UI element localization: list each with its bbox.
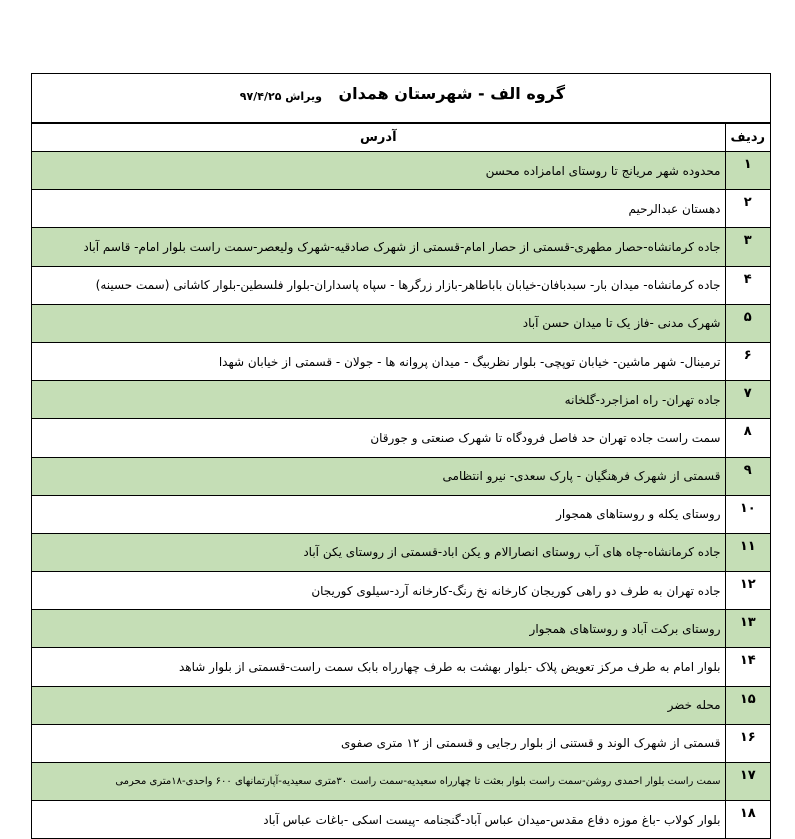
row-address: روستای یکله و روستاهای همجوار [32, 495, 725, 533]
row-address: بلوار امام به طرف مرکز تعویض پلاک -بلوار بهشت به طرف چهارراه بابک سمت راست-قسمتی از بلوار شاهد [32, 648, 725, 686]
table-row [32, 686, 770, 724]
row-number: ۸ [725, 419, 770, 457]
edition-date: ویراش ۹۷/۴/۲۵ [239, 90, 322, 103]
row-number: ۳ [725, 228, 770, 266]
row-address: جاده کرمانشاه-حصار مطهری-قسمتی از حصار امام-قسمتی از شهرک صادقیه-شهرک ولیعصر-سمت راست بلوار امام- قاسم آباد [32, 228, 725, 266]
row-number: ۱۸ [725, 801, 770, 839]
row-number: ۱۱ [725, 533, 770, 571]
table-row [32, 457, 770, 495]
page-title: گروه الف - شهرستان همدان [338, 84, 565, 103]
table-row [32, 342, 770, 380]
row-address: ترمینال- شهر ماشین- خیابان توپچی- بلوار نظربیگ - میدان پروانه ها - جولان - قسمتی از خیابان شهدا [32, 342, 725, 380]
row-number: ۱۰ [725, 495, 770, 533]
row-address: قسمتی از شهرک فرهنگیان - پارک سعدی- نیرو انتظامی [32, 457, 725, 495]
table-row [32, 801, 770, 839]
table-row [32, 610, 770, 648]
row-address: جاده تهران- راه امزاجرد-گلخانه [32, 381, 725, 419]
row-address: جاده تهران به طرف دو راهی کوریجان کارخانه نخ رنگ-کارخانه آرد-سیلوی کوریجان [32, 572, 725, 610]
table-row [32, 419, 770, 457]
row-number: ۱۷ [725, 763, 770, 801]
row-address: جاده کرمانشاه-چاه های آب روستای انصارالام و یکن اباد-قسمتی از روستای یکن آباد [32, 533, 725, 571]
row-number: ۵ [725, 304, 770, 342]
row-address: شهرک مدنی -فاز یک تا میدان حسن آباد [32, 304, 725, 342]
row-number: ۱ [725, 152, 770, 190]
column-header-address: آدرس [32, 124, 725, 152]
table-row [32, 304, 770, 342]
row-number: ۲ [725, 190, 770, 228]
column-header-row-number: ردیف [725, 124, 770, 152]
table-row [32, 266, 770, 304]
row-number: ۱۲ [725, 572, 770, 610]
table-header-row [32, 124, 770, 152]
row-address: جاده کرمانشاه- میدان بار- سبدبافان-خیابان باباطاهر-بازار زرگرها - سپاه پاسداران-بلوار فلسطین-بلوار کاشانی (سمت حسینه) [32, 266, 725, 304]
row-number: ۱۵ [725, 686, 770, 724]
row-address: بلوار کولاب -باغ موزه دفاع مقدس-میدان عباس آباد-گنجنامه -پیست اسکی -باغات عباس آباد [32, 801, 725, 839]
table-row [32, 763, 770, 801]
row-number: ۱۳ [725, 610, 770, 648]
table-row [32, 533, 770, 571]
row-number: ۴ [725, 266, 770, 304]
title-bar [32, 74, 770, 123]
row-number: ۱۶ [725, 724, 770, 762]
table-row [32, 190, 770, 228]
row-address: دهستان عبدالرحیم [32, 190, 725, 228]
table-row [32, 572, 770, 610]
row-address: سمت راست بلوار احمدی روشن-سمت راست بلوار بعثت تا چهارراه سعیدیه-سمت راست ۳۰متری سعیدیه-آپارتمانهای ۶۰۰ واحدی-۱۸متری محرمی [32, 763, 725, 801]
table-row [32, 228, 770, 266]
table-row [32, 724, 770, 762]
table-row [32, 495, 770, 533]
row-number: ۶ [725, 342, 770, 380]
row-number: ۹ [725, 457, 770, 495]
address-table [32, 123, 770, 838]
table-row [32, 381, 770, 419]
row-address: محدوده شهر مریانج تا روستای امامزاده محسن [32, 152, 725, 190]
row-address: محله خضر [32, 686, 725, 724]
row-address: روستای برکت آباد و روستاهای همجوار [32, 610, 725, 648]
row-number: ۷ [725, 381, 770, 419]
row-address: قسمتی از شهرک الوند و قستنی از بلوار رجایی و قسمتی از ۱۲ متری صفوی [32, 724, 725, 762]
row-address: سمت راست جاده تهران حد فاصل فرودگاه تا شهرک صنعتی و جورقان [32, 419, 725, 457]
address-sheet [31, 73, 771, 839]
table-row [32, 648, 770, 686]
row-number: ۱۴ [725, 648, 770, 686]
table-row [32, 152, 770, 190]
